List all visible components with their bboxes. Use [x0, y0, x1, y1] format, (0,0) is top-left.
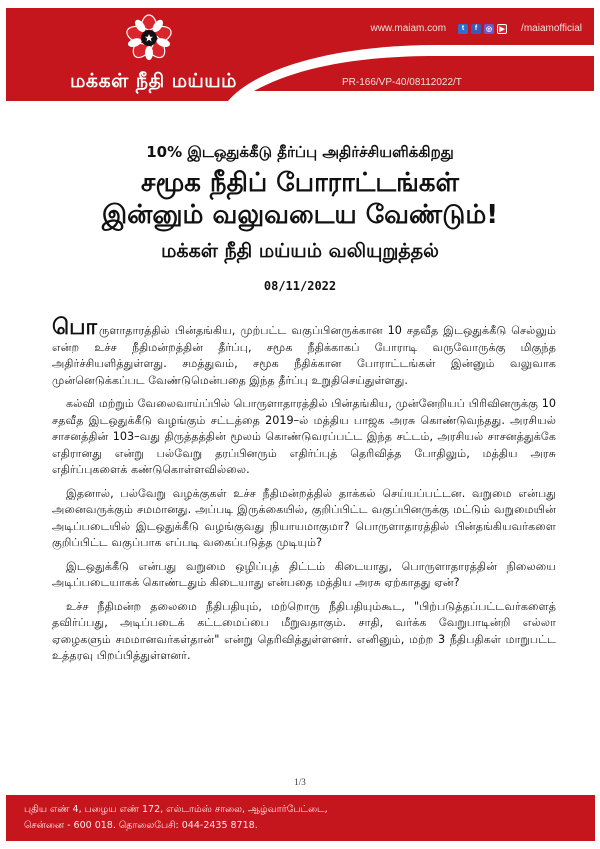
website-link[interactable]: www.maiam.com: [370, 23, 447, 34]
footer-address-bar: [6, 795, 595, 841]
facebook-icon[interactable]: f: [471, 24, 481, 34]
release-date: 08/11/2022: [263, 279, 337, 293]
brand-name: மக்கள் நீதி மய்யம்: [70, 70, 237, 92]
kicker: 10% இடஒதுக்கீடு தீர்ப்பு அதிர்ச்சியளிக்கிறது: [146, 143, 454, 161]
youtube-icon[interactable]: ▶: [497, 24, 507, 34]
title-line-1: சமூக நீதிப் போராட்டங்கள்: [141, 168, 459, 198]
address-line-2: சென்னை - 600 018. தொலைபேசி: 044-2435 8718.: [24, 820, 258, 831]
page-number: 1/3: [294, 777, 306, 787]
social-icons: [458, 24, 507, 34]
paragraph-2: கல்வி மற்றும் வேலைவாய்ப்பில் பொருளாதாரத்தில் பின்தங்கிய, முன்னேறியப் பிரிவினருக்கு 10 சதவீத இடஒதுக்கீடு வழங்கும் சட்டத்தை 2019–ல் மத்திய பாஜக அரசு கொண்டுவந்தது. அரசியல் சாசனத்தின் 103–வது திருத்தத்தின் மூலம் கொண்டுவரப்பட்ட இந்த சட்டம், அரசியல் சாசனத்துக்கே எதிரானது என்று பல்வேறு தரப்பினரும் எதிர்ப்புத் தெரிவித்த போதிலும், மத்திய அரசு எதிர்ப்புகளைக் கண்டுகொள்ளவில்லை.: [52, 397, 556, 476]
paragraph-3: இதனால், பல்வேறு வழக்குகள் உச்ச நீதிமன்றத்தில் தாக்கல் செய்யப்பட்டன. வறுமை என்பது அனைவருக்கும் சமமானது. அப்படி இருக்கையில், குறிப்பிட்ட வகுப்பினருக்கு மட்டும் வறுமையின் அடிப்படையில் இடஒதுக்கீடு வழங்குவது நியாயமாகுமா? பொருளாதாரத்தில் பின்தங்கியவர்களை குறிப்பிட்ட வகுப்பாக எப்படி வகைப்படுத்த முடியும்?: [52, 486, 556, 549]
subtitle: மக்கள் நீதி மய்யம் வலியுறுத்தல்: [161, 240, 439, 262]
headline-block: [30, 143, 570, 293]
contact-bar: [370, 23, 582, 34]
instagram-icon[interactable]: ◎: [485, 25, 493, 33]
dropcap: பொ: [52, 315, 97, 340]
title-line-2: இன்னும் வலுவடைய வேண்டும்!: [101, 200, 499, 230]
paragraph-1: பொருளாதாரத்தில் பின்தங்கிய, முற்பட்ட வகுப்பினருக்கான 10 சதவீத இடஒதுக்கீடு செல்லும் என்ற உச்ச நீதிமன்றத்தின் தீர்ப்பு, சமூக நீதிக்காகப் போராடி வருவோருக்கு மிகுந்த அதிர்ச்சியளித்துள்ளது. சமத்துவம், சமூக நீதிக்கான போராட்டங்கள் இன்னும் வலுவாக முன்னெடுக்கப்பட வேண்டுமென்பதை இந்த தீர்ப்பு உறுதிசெய்துள்ளது.: [52, 315, 556, 387]
party-logo-icon: [124, 13, 174, 63]
paragraph-5: உச்ச நீதிமன்ற தலைமை நீதிபதியும், மற்றொரு நீதிபதியும்கூட, "பிற்படுத்தப்பட்டவர்களைத் தவிர்ப்பது, அடிப்படைக் கட்டமைப்பை மீறுவதாகும். சாதி, வர்க்க வேறுபாடின்றி எல்லா ஏழைகளும் சமமானவர்கள்தான்" என்று தெரிவித்துள்ளனர். எனினும், மற்ற 3 நீதிபதிகள் மாறுபட்ட உத்தரவு பிறப்பித்துள்ளனர்.: [52, 599, 556, 662]
address-line-1: புதிய எண் 4, பழைய எண் 172, எல்டாம்ஸ் சாலை, ஆழ்வார்பேட்டை,: [24, 804, 328, 815]
social-handle[interactable]: /maiamofficial: [521, 23, 582, 34]
twitter-icon[interactable]: t: [458, 24, 468, 34]
article-body: [52, 315, 556, 672]
reference-number: PR-166/VP-40/08112022/T: [342, 77, 462, 88]
page-title: [30, 167, 570, 231]
paragraph-4: இடஒதுக்கீடு என்பது வறுமை ஒழிப்புத் திட்டம் கிடையாது, பொருளாதாரத்தின் நிலையை அடிப்படையாகக் கொண்டதும் கிடையாது என்பதை மத்திய அரசு ஏற்காதது ஏன்?: [52, 559, 556, 589]
letterhead: [6, 8, 594, 101]
